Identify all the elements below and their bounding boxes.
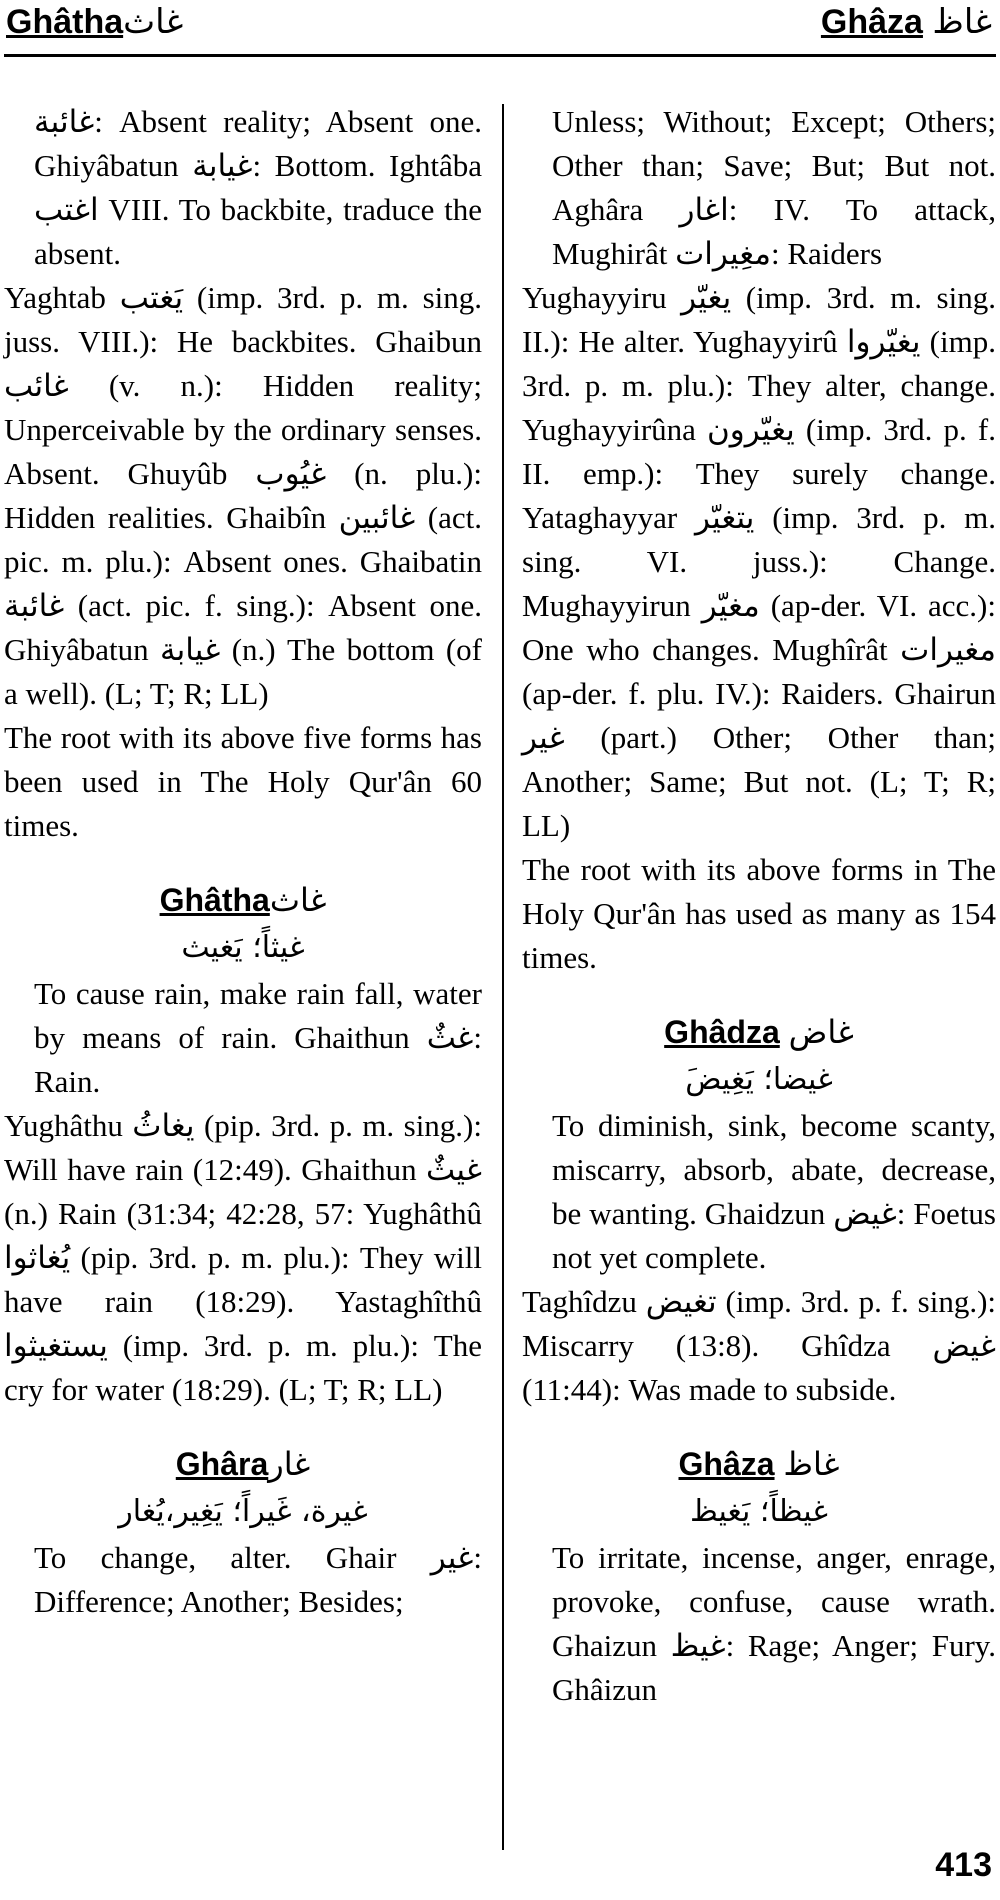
page-number: 413 xyxy=(935,1846,992,1884)
header-left xyxy=(6,2,183,42)
right-para-3: The root with its above forms in The Holy Qur'ân has used as many as 154 times. xyxy=(522,852,996,975)
left-column xyxy=(4,100,482,1624)
heading-word: Ghâza xyxy=(678,1446,775,1482)
right-para-2: Yughayyiru يغيّر (imp. 3rd. m. sing. II.): He alter. Yughayyirû يغيّروا (imp. 3rd. p. m. plu.): They alter, change. Yughayyirûna يغيّرون (imp. 3rd. p. f. II. emp.): They surely change. Yataghayyar يتغيّر (imp. 3rd. p. m. sing. VI. juss.): Change. Mughayyirun مغيّر (ap-der. VI. acc.): One who changes. Mughîrât مغيرات (ap-der. f. plu. IV.): Raiders. Ghairun غير (part.) Other; Other than; Another; Same; But not. (L; T; R; LL) xyxy=(522,280,996,843)
heading-arabic: غار xyxy=(268,1445,311,1483)
entry-subheading: غيثاً؛ يَغيث xyxy=(181,930,305,965)
right-para-4: Taghîdzu تغيض (imp. 3rd. p. f. sing.): Miscarry (13:8). Ghîdza غيض (11:44): Was made to subside. xyxy=(522,1284,997,1407)
header-right-word: Ghâza xyxy=(820,3,923,41)
heading-arabic: غاظ xyxy=(783,1445,840,1483)
header-left-word: Ghâtha xyxy=(6,3,124,41)
left-para-3: The root with its above five forms has been used in The Holy Qur'ân 60 times. xyxy=(4,720,482,843)
entry-subheading: غيظاً؛ يَغيظ xyxy=(690,1494,828,1529)
entry-heading-ghaza xyxy=(522,1440,996,1488)
heading-arabic: غاث xyxy=(269,881,327,919)
header-right-arabic: غاظ xyxy=(932,2,992,42)
column-divider xyxy=(502,104,504,1850)
heading-word: Ghâtha xyxy=(159,882,270,918)
header-left-arabic: غاث xyxy=(123,2,184,42)
entry-subheading: غيرة، غَيراً؛ يَغِير،يُغار xyxy=(118,1494,368,1529)
right-column xyxy=(522,100,996,1712)
entry-heading-ghara xyxy=(4,1440,482,1488)
right-para-1: Unless; Without; Except; Others; Other than; Save; But; But not. Aghâra اغار: IV. To attack, Mughirât مغِيرات: Raiders xyxy=(552,104,997,271)
heading-word: Ghâdza xyxy=(664,1014,780,1050)
entry-definition: To cause rain, make rain fall, water by means of rain. Ghaithun غثٌ: Rain. xyxy=(34,976,482,1099)
heading-word: Ghâra xyxy=(175,1446,269,1482)
entry-definition: To diminish, sink, become scanty, miscarry, absorb, abate, decrease, be wanting. Ghaidzun غيض: Foetus not yet complete. xyxy=(552,1108,996,1275)
entry-heading-ghadza xyxy=(522,1008,996,1056)
left-para-4: Yughâthu يغاثُ (pip. 3rd. p. m. sing.): Will have rain (12:49). Ghaithun غيثٌ (n.) Rain (31:34; 42:28, 57: Yughâthû يُغاثوا (pip. 3rd. p. m. plu.): They will have rain (18:29). Yastaghîthû يستغيثوا (imp. 3rd. p. m. plu.): The cry for water (18:29). (L; T; R; LL) xyxy=(4,1108,482,1407)
left-para-2: Yaghtab يَغتب (imp. 3rd. p. m. sing. juss. VIII.): He backbites. Ghaibun غائب (v. n.): Hidden reality; Unperceivable by the ordinary senses. Absent. Ghuyûb غيُوب (n. plu.): Hidden realities. Ghaibîn غائبين (act. pic. m. plu.): Absent ones. Ghaibatin غائبة (act. pic. f. sing.): Absent one. Ghiyâbatun غيابة (n.) The bottom (of a well). (L; T; R; LL) xyxy=(4,280,483,711)
entry-heading-ghatha xyxy=(4,876,482,924)
entry-definition: To change, alter. Ghair غير: Difference; Another; Besides; xyxy=(34,1540,482,1619)
header-rule xyxy=(4,54,996,57)
header-right xyxy=(821,2,992,42)
entry-subheading: َغيضا؛ يَغِيض xyxy=(685,1062,833,1097)
left-para-1: غائبة: Absent reality; Absent one. Ghiyâbatun غيابة: Bottom. Ightâba اغتب VIII. To backbite, traduce the absent. xyxy=(34,104,482,271)
entry-definition: To irritate, incense, anger, enrage, provoke, confuse, cause wrath. Ghaizun غيظ: Rage; Anger; Fury. Ghâizun xyxy=(552,1540,996,1707)
heading-arabic: غاض xyxy=(788,1013,854,1051)
page-header xyxy=(0,0,1000,56)
